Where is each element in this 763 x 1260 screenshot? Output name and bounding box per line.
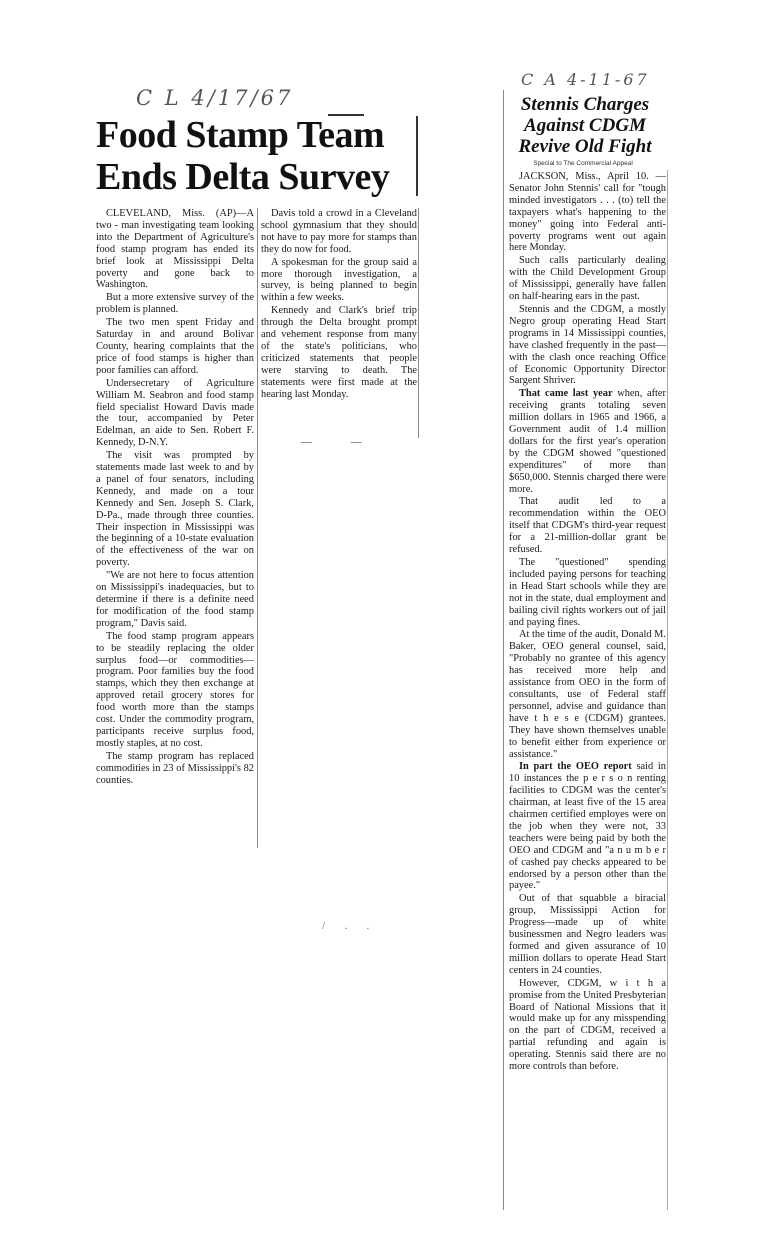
paragraph-text: when, after receiving grants totaling seven million dollars in 1965 and 1966, a Government audit of 1.4 million dollars for the first year's operation by the CDGM showed "questioned expenditures" of more than $650,000. Stennis charged there were more. <box>509 388 666 495</box>
paragraph <box>509 255 666 303</box>
paragraph-text: Out of that squabble a biracial group, Mississippi Action for Progress—made up of white businessmen and Negro leaders was formed and given assurance of 10 million dollars to operate Head Start centers in 24 counties. <box>509 893 666 976</box>
column-border <box>667 170 668 1210</box>
handwritten-date-note: C A 4-11-67 <box>521 70 650 89</box>
paragraph <box>509 496 666 556</box>
paragraph: The visit was prompted by statements made last week to and by a panel of four senators, including Kennedy, and made on a tour Kennedy and Sen. Joseph S. Clark, D-Pa., made through three counties. Their inspection in Mississippi was the beginning of a 10-state evaluation of the effectiveness of the war on poverty. <box>96 450 254 569</box>
headline-line: Food Stamp Team <box>96 114 385 156</box>
handwritten-date-note: C L 4/17/67 <box>136 86 294 110</box>
column-divider <box>416 116 418 196</box>
article-headline <box>96 114 416 198</box>
paragraph <box>509 304 666 387</box>
paragraph: Davis told a crowd in a Cleveland school gymnasium that they should not have to pay more for stamps than they do now for food. <box>261 208 417 255</box>
paragraph-lead: That came last year <box>519 388 613 400</box>
stennis-article <box>503 70 671 1210</box>
paragraph-text: The "questioned" spending included paying persons for teaching in Head Start schools while they are not in the state, dual employment and bailing civil rights workers out of jail and paying fines. <box>509 557 666 628</box>
paragraph-text: That audit led to a recommendation within the OEO itself that CDGM's third-year request for a 21-million-dollar grant be refused. <box>509 496 666 556</box>
paragraph: CLEVELAND, Miss. (AP)—A two - man investigating team looking into the Department of Agriculture's food stamp program has ended its brief look at Mississippi Delta poverty and gone back to Washington. <box>96 208 254 291</box>
paragraph: "We are not here to focus attention on Mississippi's inadequacies, but to determine if there is a definite need for modification of the food stamp program," Davis said. <box>96 570 254 629</box>
headline-line: Stennis Charges <box>520 94 650 115</box>
paragraph: A spokesman for the group said a more thorough investigation, a survey, is being planned to begin within a few weeks. <box>261 256 417 304</box>
article-headline <box>505 94 665 157</box>
headline-line: Against CDGM <box>524 115 646 136</box>
paragraph <box>509 171 666 254</box>
paragraph <box>509 388 666 495</box>
column-border <box>503 90 504 1210</box>
article-column <box>509 171 666 1074</box>
paragraph-lead: In part the OEO report <box>519 761 632 773</box>
article-column-1 <box>96 208 254 788</box>
end-marks: — — <box>301 436 380 448</box>
headline-line: Revive Old Fight <box>518 136 652 157</box>
paragraph-text: Stennis and the CDGM, a mostly Negro group operating Head Start programs in 14 Mississippi counties, have clashed frequently in the past—with the clash once reaching Office of Economic Opportunity Director Sargent Shriver. <box>509 303 666 387</box>
paragraph: The two men spent Friday and Saturday in and around Bolivar County, hearing complaints that the price of food stamps is higher than poor families can afford. <box>96 317 254 376</box>
paragraph-text: said in 10 instances the p e r s o n renting facilities to CDGM was the center's chairman, at least five of the 15 area chairmen certified employes were on the job when they were not, 33 teachers were being paid by both the OEO and CDGM and "a n u m b e r of cashed pay checks appeared to be endorsed by a person other than the payee." <box>509 761 666 892</box>
paragraph <box>509 761 666 892</box>
special-credit-line: Special to The Commercial Appeal <box>533 160 633 167</box>
paragraph: The stamp program has replaced commodities in 23 of Mississippi's 82 counties. <box>96 750 254 786</box>
food-stamp-article <box>96 86 432 876</box>
paragraph: But a more extensive survey of the problem is planned. <box>96 292 254 316</box>
paragraph: Kennedy and Clark's brief trip through the Delta brought prompt and vehement response from many of the state's politicians, who criticized statements that people were starving to death. The statements were first made at the hearing last Monday. <box>261 305 417 400</box>
paragraph-text: At the time of the audit, Donald M. Baker, OEO general counsel, said, "Probably no grantee of this agency has received more help and assistance from OEO in the form of consultants, use of Federal staff personnel, advise and guidance than have t h e s e (CDGM) grantees. They have shown themselves unable to benefit either from experience or assistance." <box>509 629 666 760</box>
paragraph-text: However, CDGM, w i t h a promise from the United Presbyterian Board of National Missions that it would make up for any misspending on the part of CDGM, received a partial refunding and again is operating. Stennis said there are no more controls than before. <box>509 977 666 1073</box>
article-column-2 <box>261 208 417 402</box>
paragraph: Undersecretary of Agriculture William M. Seabron and food stamp field specialist Howard Davis made the tour, accompanied by Peter Edelman, an aide to Sen. Robert F. Kennedy, D-N.Y. <box>96 377 254 449</box>
paragraph <box>509 893 666 976</box>
paragraph-text: JACKSON, Miss., April 10. —Senator John Stennis' call for "tough minded investigators . . . (to) tell the taxpayers what's happening to the money" going into Federal anti-poverty programs went out again here Monday. <box>509 171 666 254</box>
scan-speck: / . . <box>322 918 378 932</box>
paragraph <box>509 557 666 628</box>
paragraph-text: Such calls particularly dealing with the Child Development Group of Mississippi, generally have fallen on half-hearing ears in the past. <box>509 255 666 303</box>
column-divider <box>257 208 258 848</box>
paragraph: The food stamp program appears to be steadily replacing the older surplus food—or commodities—program. Poor families buy the food stamps, which they then exchange at approved retail grocery stores for food worth more than the stamps cost. Under the commodity program, participants receive surplus food, mostly staples, at no cost. <box>96 630 254 749</box>
headline-line: Ends Delta Survey <box>96 156 390 198</box>
paragraph <box>509 629 666 760</box>
column-divider <box>418 208 419 438</box>
paragraph <box>509 978 666 1073</box>
